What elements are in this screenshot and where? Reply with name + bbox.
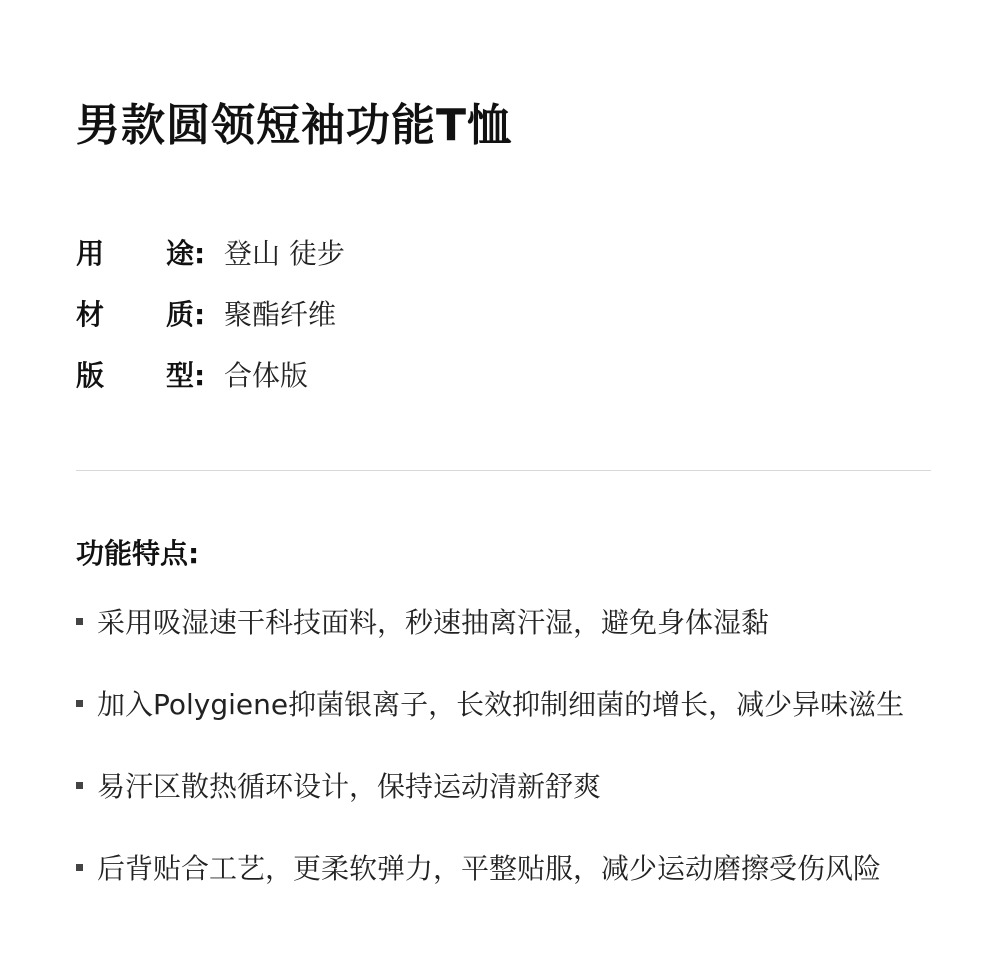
list-item [76,849,926,889]
square-bullet-icon [76,700,83,707]
feature-text: 加入Polygiene抑菌银离子，长效抑制细菌的增长，减少异味滋生 [97,688,905,721]
spec-list [76,230,936,413]
section-divider [76,470,931,471]
list-item [76,603,926,643]
spec-row-usage [76,230,936,291]
square-bullet-icon [76,618,83,625]
feature-text: 易汗区散热循环设计，保持运动清新舒爽 [97,770,602,803]
feature-text: 后背贴合工艺，更柔软弹力，平整贴服，减少运动磨擦受伤风险 [97,852,882,885]
spec-key-second-char: 型: [166,359,206,392]
spec-value: 登山 徒步 [224,237,345,270]
list-item [76,767,926,807]
features-heading: 功能特点: [76,537,200,570]
list-item [76,685,926,725]
square-bullet-icon [76,782,83,789]
square-bullet-icon [76,864,83,871]
spec-key-first-char: 材 [76,298,105,331]
product-title: 男款圆领短袖功能T恤 [76,100,513,151]
spec-row-fit [76,352,936,413]
spec-key-second-char: 质: [166,298,206,331]
spec-key-first-char: 用 [76,237,105,270]
spec-row-material [76,291,936,352]
spec-value: 合体版 [224,359,309,392]
spec-value: 聚酯纤维 [224,298,337,331]
spec-key-first-char: 版 [76,359,105,392]
spec-key-second-char: 途: [166,237,206,270]
feature-text: 采用吸湿速干科技面料，秒速抽离汗湿，避免身体湿黏 [97,606,770,639]
feature-list [76,603,926,931]
